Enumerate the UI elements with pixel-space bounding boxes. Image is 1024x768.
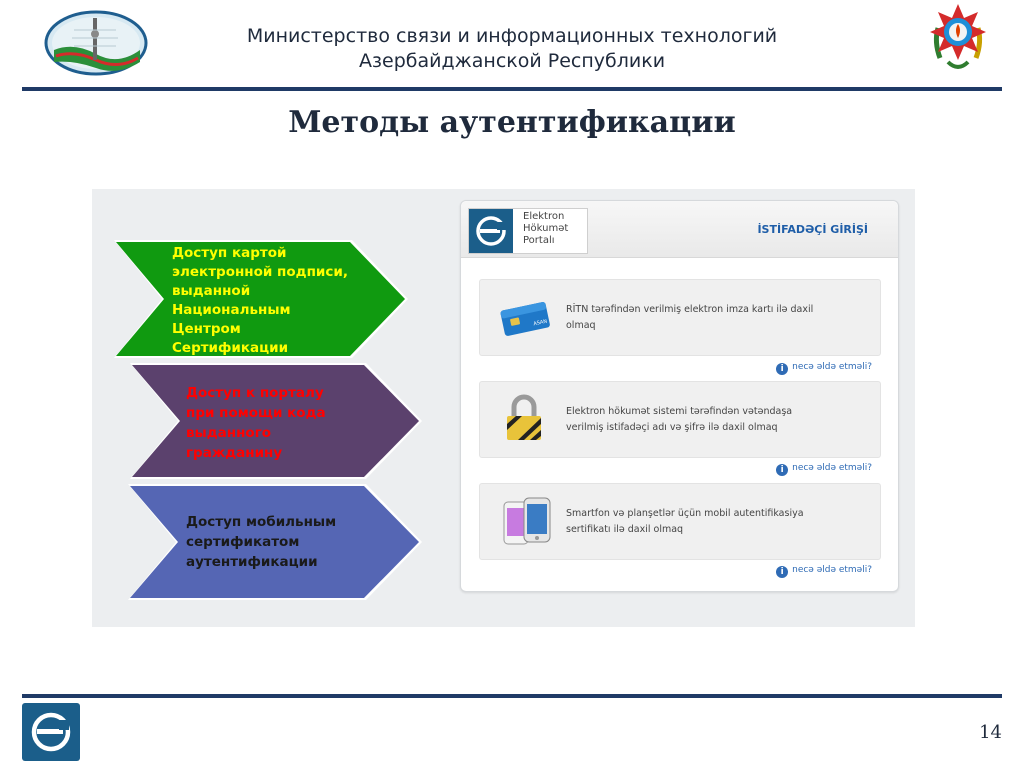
footer-divider: [22, 694, 1002, 698]
option-text-line: olmaq: [566, 320, 596, 331]
arrow-mobile-certificate: [126, 482, 424, 602]
arrow-text-mobile-certificate: Доступ мобильным сертификатом аутентификации: [186, 514, 337, 570]
option-text-line: Smartfon və planşetlər üçün mobil autentifikasiya: [566, 508, 804, 519]
page-number: 14: [979, 722, 1002, 743]
header-divider: [22, 87, 1002, 91]
smartphones-icon: [502, 496, 552, 550]
logo-text-line: Elektron: [523, 211, 565, 222]
option-text: [566, 302, 813, 334]
help-link[interactable]: [776, 362, 872, 375]
logo-text-line: Hökumət: [523, 223, 569, 234]
option-text-line: RİTN tərəfindən verilmiş elektron imza kartı ilə daxil: [566, 304, 814, 315]
option-text: [566, 404, 792, 436]
help-link[interactable]: [776, 565, 872, 578]
slide-title: Методы аутентификации: [288, 105, 736, 140]
option-text-line: sertifikatı ilə daxil olmaq: [566, 524, 684, 535]
arrow-portal-code: [128, 361, 424, 481]
portal-header: [461, 201, 898, 258]
portal-logo[interactable]: [468, 208, 588, 254]
login-option-signature-card[interactable]: [479, 279, 881, 356]
logo-text-line: Portalı: [523, 235, 555, 246]
user-login-title: İSTİFADƏÇİ GİRİŞİ: [757, 223, 868, 236]
option-text-line: Elektron hökumət sistemi tərəfindən vətəndaşa: [566, 406, 793, 417]
help-link-text: necə əldə etməli?: [792, 463, 872, 473]
smart-card-icon: [500, 300, 550, 340]
arrow-text-portal-code: Доступ к порталу при помощи кода выданного гражданину: [186, 385, 326, 461]
info-icon: i: [776, 363, 788, 375]
portal-login-card: [460, 200, 899, 592]
e-gov-logo-icon: [22, 703, 80, 761]
login-option-username-password[interactable]: [479, 381, 881, 458]
login-option-mobile[interactable]: [479, 483, 881, 560]
option-text: [566, 506, 804, 538]
help-link-text: necə əldə etməli?: [792, 362, 872, 372]
help-link[interactable]: [776, 463, 872, 476]
info-icon: i: [776, 464, 788, 476]
padlock-icon: [504, 394, 544, 446]
info-icon: i: [776, 566, 788, 578]
arrow-text-card-signature: Доступ картой электронной подписи, выданной Национальным Центром Сертификации: [172, 245, 348, 356]
help-link-text: necə əldə etməli?: [792, 565, 872, 575]
ministry-name-line1: Министерство связи и информационных технологий: [246, 25, 778, 47]
arrow-card-signature: [112, 238, 410, 360]
e-logo-icon: [469, 209, 513, 253]
ministry-name-line2: Азербайджанской Республики: [358, 50, 666, 72]
svg-text:ASAN: ASAN: [532, 318, 548, 328]
option-text-line: verilmiş istifadəçi adı və şifrə ilə daxil olmaq: [566, 422, 778, 433]
portal-logo-text: [523, 211, 568, 247]
